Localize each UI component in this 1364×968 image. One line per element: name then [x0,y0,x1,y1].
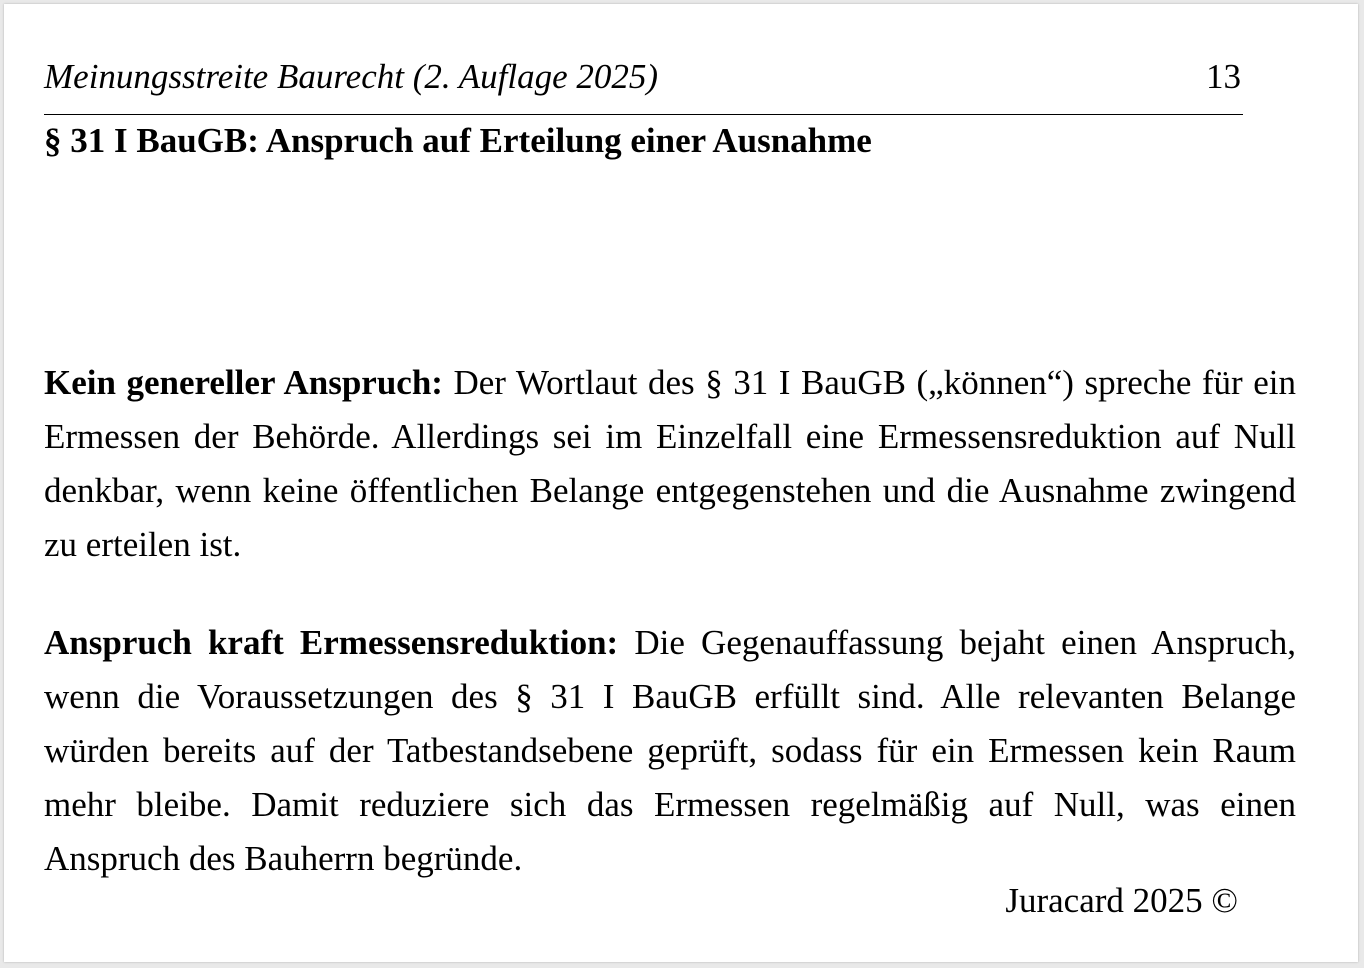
paragraph-heading: Anspruch kraft Ermessensreduktion: [44,623,619,662]
section-title: § 31 I BauGB: Anspruch auf Erteilung einer Ausnahme [44,121,872,160]
document-page [4,4,1358,962]
page-number: 13 [1206,57,1241,96]
copyright-notice: Juracard 2025 © [1005,881,1238,920]
paragraph-heading: Kein genereller Anspruch: [44,363,443,402]
book-title: Meinungsstreite Baurecht (2. Auflage 2025) [44,57,659,96]
paragraph-text: Der Wortlaut des § 31 I BauGB („können“) spreche für ein Ermessen der Behörde. Allerdings sei im Einzelfall eine Ermessensreduktion auf Null denkbar, wenn keine öffentlichen Belange entgegenstehen und die Ausnahme zwingend zu erteilen ist. [44,363,1297,564]
paragraph-kein-genereller-anspruch [44,356,1296,572]
paragraph-anspruch-kraft-ermessensreduktion [44,616,1296,886]
paragraph-text: Die Gegenauffassung bejaht einen Anspruch, wenn die Voraussetzungen des § 31 I BauGB erfüllt sind. Alle relevanten Belange würden bereits auf der Tatbestandsebene geprüft, sodass für ein Ermessen kein Raum mehr bleibe. Damit reduziere sich das Ermessen regelmäßig auf Null, was einen Anspruch des Bauherrn begründe. [44,623,1297,878]
running-header [44,54,1243,115]
